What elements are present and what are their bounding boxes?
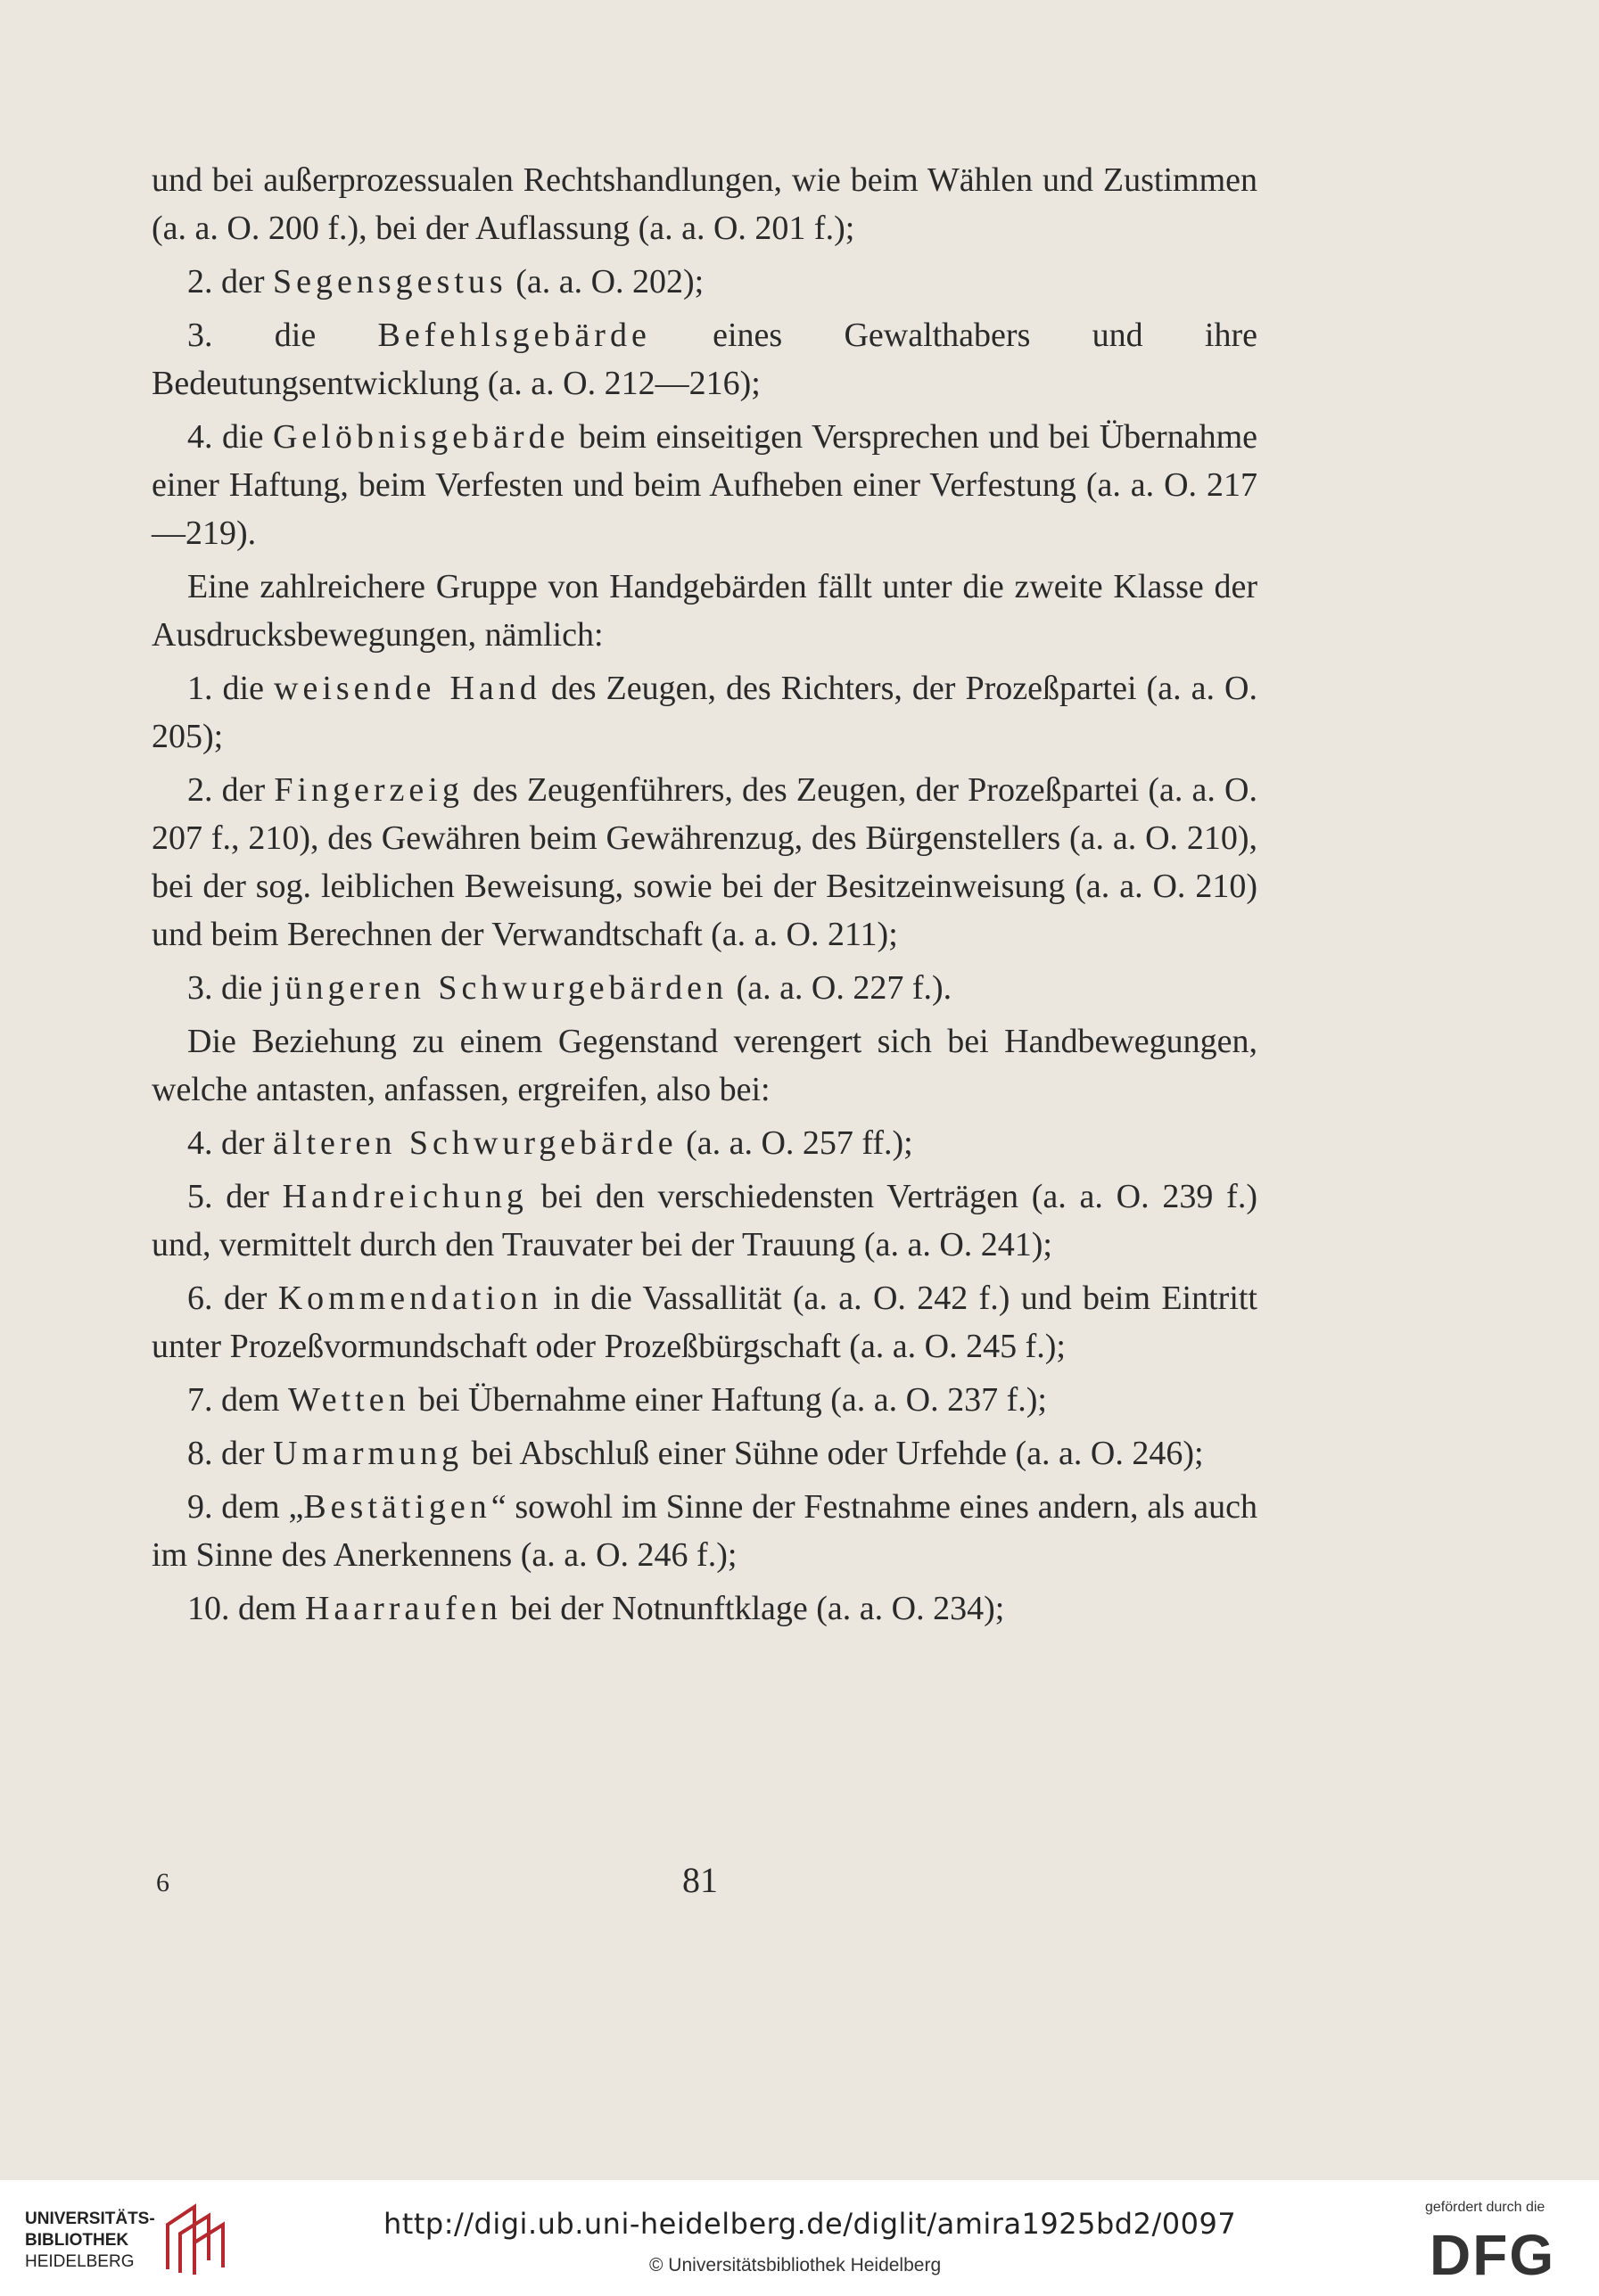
text-run: 7. dem bbox=[187, 1381, 288, 1419]
emphasized-term: Handreichung bbox=[282, 1178, 528, 1215]
footer-bar bbox=[0, 2180, 1599, 2296]
emphasized-term: Gelöbnisgebärde bbox=[272, 418, 570, 456]
text-run: des Zeugen, des Richters, der Prozeßpartei (a. a. O. 205); bbox=[152, 670, 1257, 755]
text-run: und bei außerprozessualen Rechtshandlungen, wie beim Wählen und Zustimmen (a. a. O. 200 f.), bei der Auflassung (a. a. O. 201 f.); bbox=[152, 161, 1257, 247]
text-run: Die Beziehung zu einem Gegenstand verengert sich bei Handbewegungen, welche antasten, anfassen, ergreifen, also bei: bbox=[152, 1023, 1257, 1108]
emphasized-term: Haarraufen bbox=[304, 1590, 502, 1627]
paragraph bbox=[152, 664, 1257, 761]
library-logo-icon bbox=[159, 2198, 228, 2276]
paragraph bbox=[152, 413, 1257, 557]
paragraph bbox=[152, 964, 1257, 1012]
text-run: bei der Notnunftklage (a. a. O. 234); bbox=[501, 1590, 1005, 1627]
paragraph bbox=[152, 766, 1257, 959]
library-name-line3: HEIDELBERG bbox=[25, 2252, 135, 2271]
emphasized-term: Umarmung bbox=[273, 1435, 464, 1472]
text-run: 8. der bbox=[187, 1435, 274, 1472]
emphasized-term: älteren Schwurgebärde bbox=[273, 1124, 678, 1162]
emphasized-term: Segensgestus bbox=[273, 263, 507, 300]
paragraph bbox=[152, 1483, 1257, 1579]
text-run: 10. dem bbox=[187, 1590, 305, 1627]
text-run: 2. der bbox=[187, 771, 275, 809]
text-run: bei Abschluß einer Sühne oder Urfehde (a. a. O. 246); bbox=[463, 1435, 1204, 1472]
text-run: 6. der bbox=[187, 1280, 278, 1317]
text-run: 4. die bbox=[187, 418, 273, 456]
text-run: (a. a. O. 257 ff.); bbox=[677, 1124, 913, 1162]
emphasized-term: jüngeren Schwurgebärden bbox=[270, 969, 729, 1007]
text-run: 4. der bbox=[187, 1124, 274, 1162]
text-run: 5. der bbox=[187, 1178, 283, 1215]
text-run: beim einseitigen Versprechen und bei Übernahme einer Haftung, beim Verfesten und beim Aufheben einer Verfestung (a. a. O. 217—219). bbox=[152, 418, 1257, 552]
paragraph bbox=[152, 563, 1257, 659]
paragraph bbox=[152, 1376, 1257, 1424]
permalink-url[interactable]: http://digi.ub.uni-heidelberg.de/diglit/amira1925bd2/0097 bbox=[383, 2207, 1237, 2241]
text-run: Eine zahlreichere Gruppe von Handgebärden fällt unter die zweite Klasse der Ausdrucksbewegungen, nämlich: bbox=[152, 568, 1257, 654]
emphasized-term: weisende Hand bbox=[274, 670, 541, 707]
paragraph bbox=[152, 1429, 1257, 1477]
paragraph bbox=[152, 311, 1257, 407]
library-name-line1: UNIVERSITÄTS- bbox=[25, 2210, 155, 2228]
text-run: 3. die bbox=[187, 317, 378, 354]
paragraph bbox=[152, 258, 1257, 306]
text-run: bei Übernahme einer Haftung (a. a. O. 237 f.); bbox=[409, 1381, 1047, 1419]
paragraph bbox=[152, 156, 1257, 252]
paragraph bbox=[152, 1017, 1257, 1114]
text-run: des Zeugenführers, des Zeugen, der Prozeßpartei (a. a. O. 207 f., 210), des Gewähren beim Gewährenzug, des Bürgenstellers (a. a. O. 210), bei der sog. leiblichen Beweisung, sowie bei der Besitzeinweisung (a. a. O. 210) und beim Berechnen der Verwandtschaft (a. a. O. 211); bbox=[152, 771, 1257, 953]
paragraph bbox=[152, 1584, 1257, 1633]
paragraph bbox=[152, 1274, 1257, 1370]
dfg-logo-text: DFG bbox=[1430, 2223, 1556, 2284]
text-run: eines Gewalthabers und ihre Bedeutungsentwicklung (a. a. O. 212—216); bbox=[152, 317, 1257, 402]
text-run: (a. a. O. 227 f.). bbox=[728, 969, 952, 1007]
text-run: (a. a. O. 202); bbox=[507, 263, 705, 300]
emphasized-term: Kommendation bbox=[277, 1280, 543, 1317]
emphasized-term: Bestätigen bbox=[303, 1488, 491, 1526]
text-run: in die Vassallität (a. a. O. 242 f.) und beim Eintritt unter Prozeßvormundschaft oder Prozeßbürgschaft (a. a. O. 245 f.); bbox=[152, 1280, 1257, 1365]
emphasized-term: Fingerzeig bbox=[274, 771, 464, 809]
library-name-line2: BIBLIOTHEK bbox=[25, 2231, 129, 2250]
text-run: bei den verschiedensten Verträgen (a. a. O. 239 f.) und, vermittelt durch den Trauvater bei der Trauung (a. a. O. 241); bbox=[152, 1178, 1257, 1263]
funding-note: gefördert durch die bbox=[1425, 2200, 1545, 2215]
dfg-logo bbox=[1422, 2221, 1583, 2284]
text-run: 9. dem „ bbox=[187, 1488, 304, 1526]
text-run: 3. die bbox=[187, 969, 271, 1007]
paragraph bbox=[152, 1173, 1257, 1269]
text-run: “ sowohl im Sinne der Festnahme eines andern, als auch im Sinne des Anerkennens (a. a. O. 246 f.); bbox=[152, 1488, 1257, 1574]
library-name bbox=[25, 2209, 155, 2273]
emphasized-term: Wetten bbox=[287, 1381, 410, 1419]
paragraph bbox=[152, 1119, 1257, 1167]
text-run: 1. die bbox=[187, 670, 275, 707]
emphasized-term: Befehlsgebärde bbox=[377, 317, 651, 354]
text-run: 2. der bbox=[187, 263, 274, 300]
copyright-notice: © Universitätsbibliothek Heidelberg bbox=[649, 2255, 942, 2275]
signature-mark: 6 bbox=[156, 1868, 169, 1897]
page-number: 81 bbox=[682, 1860, 718, 1900]
body-text bbox=[152, 156, 1257, 1638]
